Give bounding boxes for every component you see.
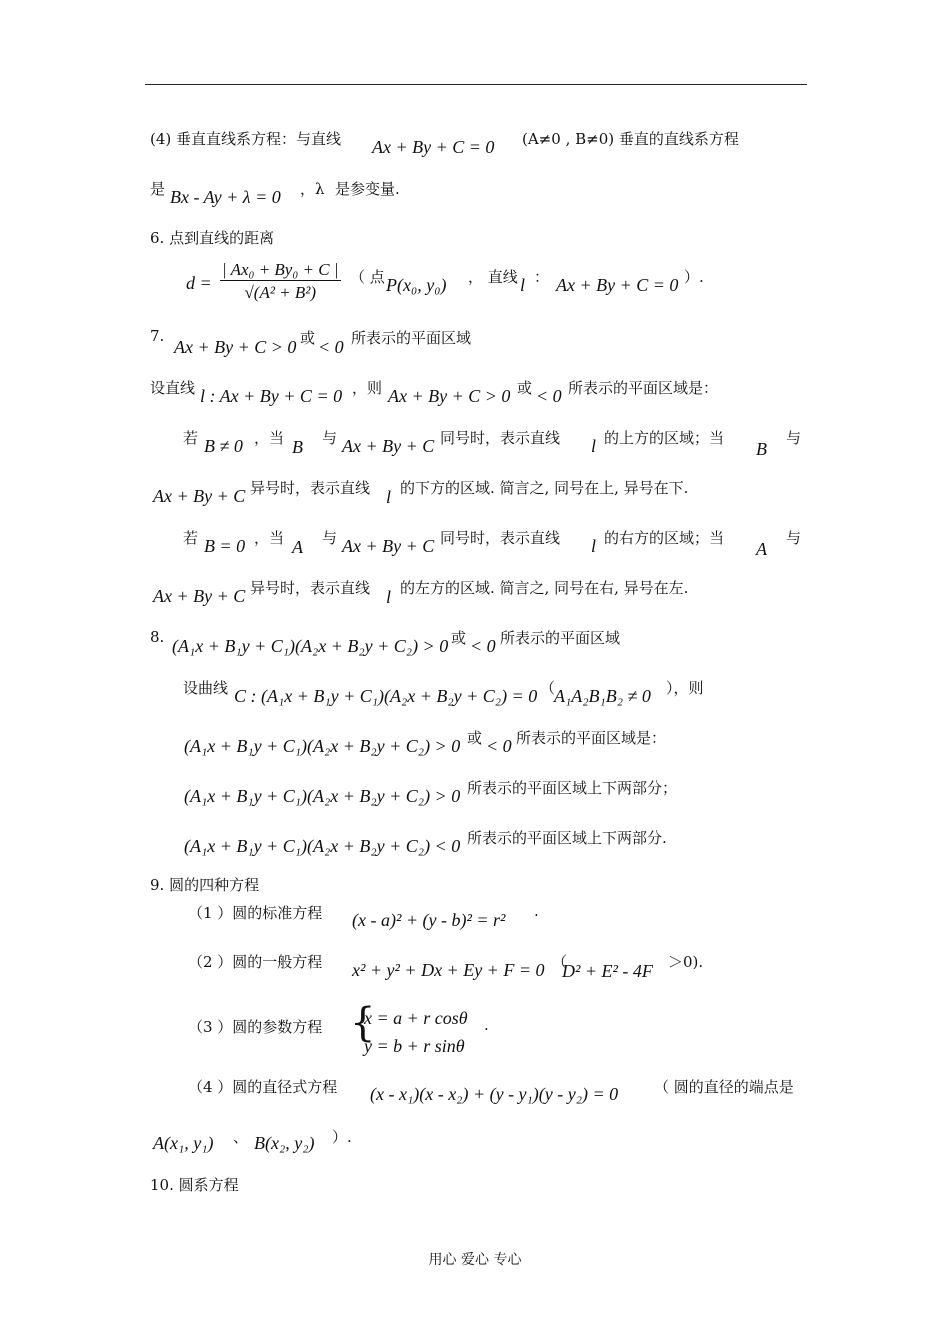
sec7-r5-c: 与 [322,529,338,547]
sec8-r2-condition: A₁A₂B₁B₂ ≠ 0 [554,686,651,706]
sec4-condition: (A≠0 , B≠0) 垂直的直线系方程 [522,130,739,148]
sec7-r2-line: l : Ax + By + C = 0 [200,386,343,406]
sec7-r2-or: 或 [517,379,533,397]
sec7-r2-lt: < 0 [536,386,562,406]
sec8-r2-close: ），则 [666,679,704,697]
sec6-point: P(x₀, y₀) [386,275,447,295]
sec7-r4-exp: Ax + By + C [153,486,246,506]
sec7-r5-a: 若 [183,529,199,547]
sec9-item1-label: （1 ）圆的标准方程 [188,904,323,922]
sec7-r3-l: l [591,436,597,456]
sec8-or: 或 [451,629,467,647]
sec7-inequality: Ax + By + C > 0 [174,337,297,357]
sec7-r5-exp: Ax + By + C [342,536,435,556]
sec9-item3-line2: y = b + r sinθ [364,1036,465,1056]
sec9-item4-separator: 、 [233,1128,249,1146]
sec8-r5-inequality: (A₁x + B₁y + C₁)(A₂x + B₂y + C₂) < 0 [184,836,461,856]
sec6-paren-open: （ 点 [350,268,385,286]
sec7-r6-a: 异号时，表示直线 [250,579,371,597]
sec9-item2-paren: （ [552,953,568,971]
sec9-item4-tail: （ 圆的直径的端点是 [654,1078,794,1096]
distance-denominator: √(A² + B²) [244,283,317,302]
sec7-r3-e: 的上方的区域；当 [604,429,725,447]
sec8-lt: < 0 [470,636,496,656]
sec9-item2-end: ＞0). [668,953,704,971]
sec9-item4-label: （4 ）圆的直径式方程 [188,1078,338,1096]
sec7-number: 7. [150,327,165,345]
sec7-r5-l: l [591,536,597,556]
sec7-r3-f: 与 [786,429,802,447]
system-brace-icon: { [350,1000,376,1046]
sec8-inequality: (A₁x + B₁y + C₁)(A₂x + B₂y + C₂) > 0 [172,636,449,656]
sec6-colon: ： [534,268,550,286]
sec4-label: (4) 垂直直线系方程：与直线 [150,130,342,148]
header-rule [145,84,807,85]
sec8-number: 8. [150,628,165,646]
sec7-r3-exp: Ax + By + C [342,436,435,456]
sec7-r6-b: 的左方的区域. 简言之, 同号在右, 异号在左. [400,579,689,597]
sec8-tail: 所表示的平面区域 [500,629,621,647]
sec7-r2-a: 设直线 [150,379,196,397]
sec7-or: 或 [300,329,316,347]
sec7-r5-d: 同号时，表示直线 [440,529,561,547]
sec9-item2-label: （2 ）圆的一般方程 [188,953,323,971]
sec9-item3-line1: x = a + r cosθ [364,1008,468,1028]
sec8-r3-tail: 所表示的平面区域是： [516,729,667,747]
sec7-r5-A2: A [756,539,767,559]
sec6-line-word: ， 直线 [468,268,518,286]
sec9-item3-dot: . [484,1016,489,1034]
sec7-r3-B2: B [756,439,767,459]
sec7-lt: < 0 [318,337,344,357]
sec7-r4-a: 异号时，表示直线 [250,479,371,497]
sec8-r3-or: 或 [467,729,483,747]
sec8-r5-tail: 所表示的平面区域上下两部分. [467,829,667,847]
sec8-r2-paren: （ [540,679,556,697]
sec7-r6-l: l [386,587,392,607]
sec6-close: ）. [684,268,704,286]
sec7-r2-c: 所表示的平面区域是： [568,379,719,397]
sec10-title: 10. 圆系方程 [150,1176,239,1194]
sec9-title: 9. 圆的四种方程 [150,876,260,894]
sec9-item1-dot: . [534,902,539,920]
sec8-r4-tail: 所表示的平面区域上下两部分； [467,779,678,797]
sec7-r3-cond: B ≠ 0 [204,436,243,456]
sec9-item4-point-b: B(x₂, y₂) [254,1133,315,1153]
sec7-r3-c: 与 [322,429,338,447]
sec4-tail: 是参变量. [335,180,400,198]
sec7-tail: 所表示的平面区域 [351,329,472,347]
sec8-r4-inequality: (A₁x + B₁y + C₁)(A₂x + B₂y + C₂) > 0 [184,786,461,806]
sec7-r3-B: B [292,437,303,457]
sec9-item4-end: ）. [332,1128,352,1146]
sec9-item4-point-a: A(x₁, y₁) [153,1133,214,1153]
sec8-r3-lt: < 0 [486,736,512,756]
sec6-title: 6. 点到直线的距离 [150,229,275,247]
sec9-item2-condition: D² + E² - 4F [562,961,653,981]
sec9-item1-equation: (x - a)² + (y - b)² = r² [352,910,506,930]
sec9-item2-equation: x² + y² + Dx + Ey + F = 0 [352,960,545,980]
distance-numerator: | Ax₀ + By₀ + C | [222,260,339,279]
sec7-r3-a: 若 [183,429,199,447]
sec6-equation: Ax + By + C = 0 [556,275,679,295]
sec7-r2-b: ，则 [352,379,383,397]
sec4-equation: Ax + By + C = 0 [372,137,495,157]
sec7-r4-l: l [386,487,392,507]
sec4-lambda: ，λ [300,180,325,198]
sec7-r5-e: 的右方的区域；当 [604,529,725,547]
sec6-l: l [520,275,526,295]
sec8-r2-a: 设曲线 [183,679,229,697]
sec7-r6-exp: Ax + By + C [153,586,246,606]
sec7-r5-b: ，当 [254,529,285,547]
sec4-equation2: Bx - Ay + λ = 0 [170,187,281,207]
sec9-item4-equation: (x - x₁)(x - x₂) + (y - y₁)(y - y₂) = 0 [370,1084,619,1104]
sec7-r3-d: 同号时，表示直线 [440,429,561,447]
sec8-r2-equation: C : (A₁x + B₁y + C₁)(A₂x + B₂y + C₂) = 0 [234,686,538,706]
sec7-r5-f: 与 [786,529,802,547]
sec7-r3-b: ，当 [254,429,285,447]
sec9-item3-label: （3 ）圆的参数方程 [188,1018,323,1036]
page-footer: 用心 爱心 专心 [428,1252,522,1268]
sec7-r5-cond: B = 0 [204,536,246,556]
distance-fraction [220,260,341,303]
sec6-d: d = [186,273,212,293]
sec4-line2-prefix: 是 [150,180,166,198]
sec7-r2-ineq: Ax + By + C > 0 [388,386,511,406]
sec7-r4-b: 的下方的区域. 简言之, 同号在上, 异号在下. [400,479,689,497]
sec8-r3-inequality: (A₁x + B₁y + C₁)(A₂x + B₂y + C₂) > 0 [184,736,461,756]
sec7-r5-A: A [292,537,303,557]
